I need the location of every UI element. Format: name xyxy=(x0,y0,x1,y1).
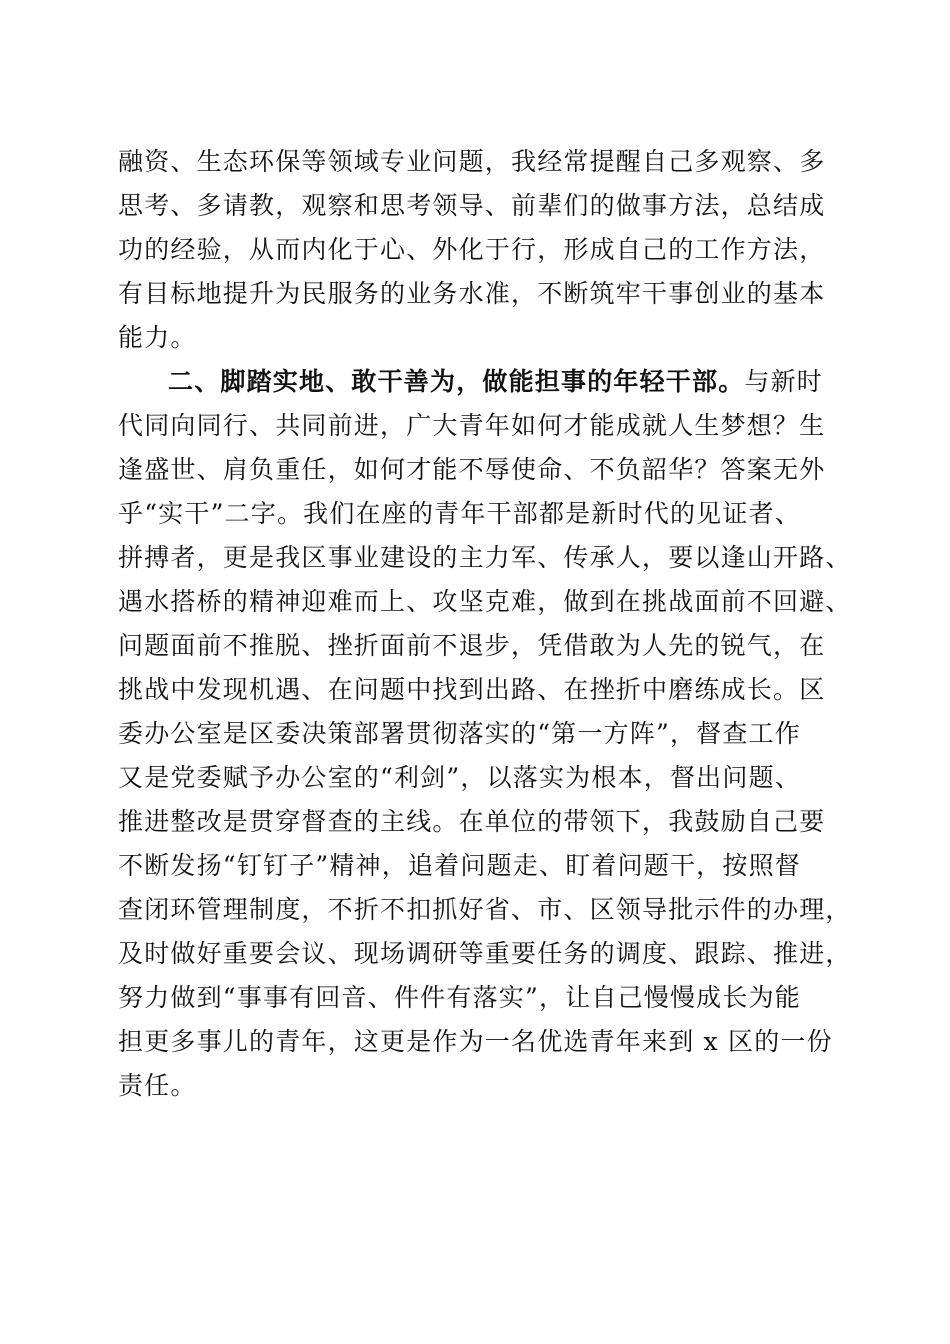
text-line: 委办公室是区委决策部署贯彻落实的“第一方阵”，督查工作 xyxy=(118,719,801,748)
text-line: 责任。 xyxy=(118,1071,197,1100)
text-line: 乎“实干”二字。我们在座的青年干部都是新时代的见证者、 xyxy=(118,499,801,528)
text-line: 努力做到“事事有回音、件件有落实”，让自己慢慢成长为能 xyxy=(118,983,801,1012)
text-line: 推进整改是贯穿督查的主线。在单位的带领下，我鼓励自己要 xyxy=(118,807,826,836)
document-body xyxy=(118,140,852,1108)
text-line: 及时做好重要会议、现场调研等重要任务的调度、跟踪、推进， xyxy=(118,939,852,968)
paragraph-2 xyxy=(118,360,852,1108)
text-line: 又是党委赋予办公室的“利剑”，以落实为根本，督出问题、 xyxy=(118,763,801,792)
text-line: 融资、生态环保等领域专业问题，我经常提醒自己多观察、多 xyxy=(118,147,826,176)
text-line: 逢盛世、肩负重任，如何才能不辱使命、不负韶华？答案无外 xyxy=(118,455,826,484)
text-line: 有目标地提升为民服务的业务水准，不断筑牢干事创业的基本 xyxy=(118,279,826,308)
paragraph-1 xyxy=(118,140,834,360)
text-line: 担更多事儿的青年，这更是作为一名优选青年来到 x 区的一份 xyxy=(118,1027,833,1056)
text-line: 不断发扬“钉钉子”精神，追着问题走、盯着问题干，按照督 xyxy=(118,851,801,880)
text-line: 功的经验，从而内化于心、外化于行，形成自己的工作方法， xyxy=(118,235,826,264)
text-line: 能力。 xyxy=(118,323,197,352)
first-line-rest: 与新时 xyxy=(744,367,824,396)
text-line: 拼搏者，更是我区事业建设的主力军、传承人，要以逢山开路、 xyxy=(118,543,852,572)
text-line: 挑战中发现机遇、在问题中找到出路、在挫折中磨练成长。区 xyxy=(118,675,826,704)
text-line: 查闭环管理制度，不折不扣抓好省、市、区领导批示件的办理， xyxy=(118,895,852,924)
text-line: 代同向同行、共同前进，广大青年如何才能成就人生梦想？生 xyxy=(118,411,826,440)
text-line: 思考、多请教，观察和思考领导、前辈们的做事方法，总结成 xyxy=(118,191,826,220)
text-line: 遇水搭桥的精神迎难而上、攻坚克难，做到在挑战面前不回避、 xyxy=(118,587,852,616)
section-heading: 二、脚踏实地、敢干善为，做能担事的年轻干部。 xyxy=(168,367,745,396)
text-line: 问题面前不推脱、挫折面前不退步，凭借敢为人先的锐气，在 xyxy=(118,631,826,660)
paragraph-2-first-line xyxy=(118,360,834,404)
